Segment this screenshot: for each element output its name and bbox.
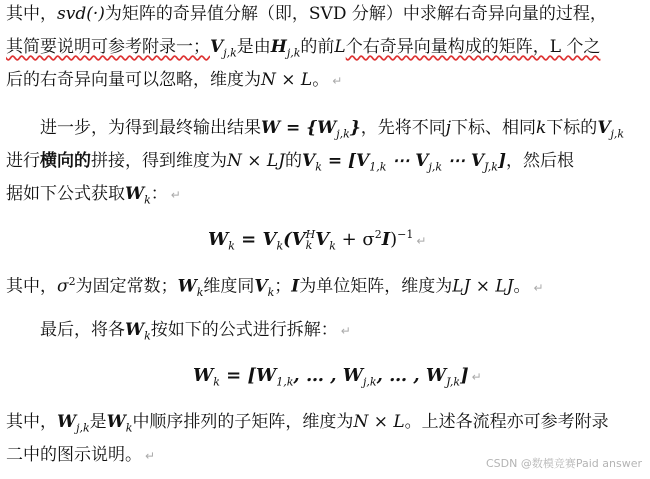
text: 拼接，得到维度为 [91, 151, 227, 171]
math-svd: svd(·) [57, 4, 105, 24]
math: ) [390, 229, 398, 250]
math-W: W [193, 365, 214, 386]
math-j: j [445, 118, 451, 138]
text: 进一步，为得到最终输出结果 [40, 118, 261, 138]
text: ： [150, 184, 168, 204]
math-L: L [334, 37, 346, 57]
math-sigma: σ [57, 276, 69, 297]
sub: j,k [336, 127, 350, 141]
math-V: V [210, 37, 224, 57]
math: + σ [335, 229, 375, 250]
math-W: W [57, 412, 77, 432]
sub: k [125, 421, 133, 435]
sub: k [276, 239, 284, 253]
paragraph-mark: ↵ [332, 74, 343, 88]
math-dim: N × LJ [227, 151, 286, 171]
equation-2 [193, 365, 482, 389]
math: ] [460, 365, 469, 386]
text: 进行 [6, 151, 40, 171]
math-W: W [177, 276, 197, 297]
text: 二中的图示说明。 [6, 445, 142, 465]
math-W: W [106, 412, 126, 432]
supsub [306, 229, 316, 251]
sup: 2 [68, 275, 76, 288]
sub: k [144, 193, 151, 207]
sub: k [267, 286, 275, 300]
sup: H [305, 228, 316, 241]
text: 下标的 [546, 118, 598, 138]
text: 后的右奇异向量可以忽略，维度为 [6, 70, 261, 90]
math-k: k [536, 118, 547, 138]
math-I: I [381, 229, 391, 250]
para5-line2 [6, 445, 155, 466]
math-dim: LJ × LJ [452, 276, 514, 297]
sub: j,k [76, 421, 90, 435]
paragraph-mark: ↵ [340, 324, 351, 338]
paragraph-mark: ↵ [416, 234, 427, 248]
sub: k [305, 239, 313, 252]
para4 [40, 320, 351, 346]
watermark: CSDN @数模竞赛Paid answer [485, 457, 642, 470]
math-H: H [270, 37, 287, 57]
math-I: I [291, 276, 300, 297]
math: ] [497, 151, 507, 171]
sup: 2 [374, 228, 382, 241]
text: 的 [285, 151, 303, 171]
text: 其中， [6, 412, 57, 432]
math-dim: N × L [353, 412, 405, 432]
text: 。 [513, 276, 531, 297]
math: = [W [219, 365, 277, 386]
text: 为单位矩阵，维度为 [299, 276, 453, 297]
math: = V [234, 229, 277, 250]
para5-line1 [6, 412, 609, 438]
sub: k [315, 160, 322, 174]
math-brace: } [349, 118, 361, 138]
math: , … , W [293, 365, 363, 386]
text: 其中， [6, 276, 57, 297]
text: 是由 [236, 37, 271, 57]
text: 是 [89, 412, 107, 432]
math-W: W = {W [261, 118, 337, 138]
math: = [V [321, 151, 370, 171]
paragraph-mark: ↵ [145, 449, 156, 463]
math-W: W [208, 229, 229, 250]
sub: 1,k [369, 160, 387, 174]
text: 为固定常数； [75, 276, 178, 297]
para1-line3 [6, 70, 342, 91]
sub: 1,k [276, 375, 294, 389]
para2-line2 [6, 151, 574, 177]
para2-line3 [6, 184, 181, 210]
sub: J,k [446, 375, 461, 389]
sub: j,k [610, 127, 625, 141]
sub: j,k [223, 46, 237, 60]
text: 的前 [300, 37, 335, 57]
sub: k [144, 329, 151, 343]
text: 据如下公式获取 [6, 184, 125, 204]
text: 维度同 [203, 276, 255, 297]
text: ； [274, 276, 292, 297]
para2-line1 [40, 118, 624, 144]
text: 其中， [6, 4, 57, 24]
math-V: V [597, 118, 611, 138]
text: 下标、相同 [451, 118, 536, 138]
sub: k [228, 239, 235, 253]
text: 按如下的公式进行拆解： [150, 320, 338, 340]
sub: k [329, 239, 336, 253]
text: 中顺序排列的子矩阵，维度为 [132, 412, 354, 432]
sub: j,k [428, 160, 443, 174]
text: 。上述各流程亦可参考附录 [404, 412, 609, 432]
bold-text: 横向的 [40, 151, 91, 171]
para1-line2 [6, 37, 600, 63]
equation-1 [208, 228, 426, 253]
sub: j,k [286, 46, 301, 60]
text: 其简要说明可参考附录一； [6, 37, 210, 57]
sup: −1 [397, 228, 414, 241]
sub: k [213, 375, 220, 389]
math-V: V [254, 276, 268, 297]
math-V: V [315, 229, 330, 250]
sub: J,k [484, 160, 498, 174]
math: ⋯ V [442, 151, 485, 171]
text: ，然后根 [506, 151, 575, 171]
math: ⋯ V [386, 151, 429, 171]
math: , … , W [376, 365, 447, 386]
text: 最后，将各 [40, 320, 125, 340]
math-W: W [125, 320, 145, 340]
paragraph-mark: ↵ [533, 280, 544, 295]
sub: j,k [362, 375, 377, 389]
math: (V [283, 229, 306, 250]
text: 。 [312, 70, 330, 90]
text: 个右奇异向量构成的矩阵，L 个之 [345, 37, 601, 57]
sub: k [196, 286, 204, 300]
math-V: V [302, 151, 316, 171]
math-W: W [125, 184, 145, 204]
para1-line1 [6, 4, 607, 24]
math-dim: N × L [261, 70, 313, 90]
paragraph-mark: ↵ [471, 370, 482, 384]
paragraph-mark: ↵ [170, 188, 181, 202]
para3 [6, 272, 544, 303]
text: ，先将不同 [360, 118, 446, 138]
text: 为矩阵的奇异值分解（即，SVD 分解）中求解右奇异向量的过程， [104, 4, 607, 24]
